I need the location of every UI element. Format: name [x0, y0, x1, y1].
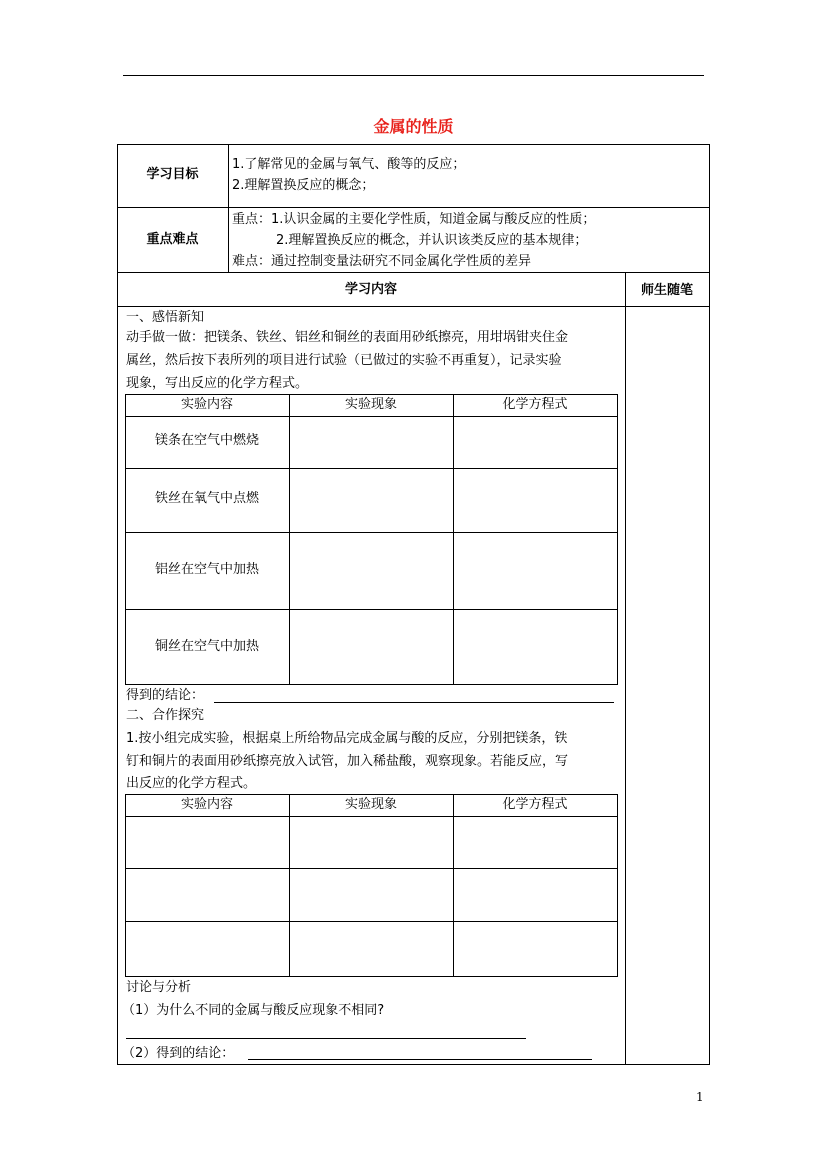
section2-para-line-2: 钉和铜片的表面用砂纸擦亮放入试管，加入稀盐酸，观察现象。若能反应，写: [126, 754, 569, 769]
section2-heading: 二、合作探究: [126, 708, 205, 723]
row-sep-2: [117, 272, 710, 273]
table1-row-label: 铝丝在空气中加热: [154, 562, 259, 577]
table1-line: [125, 684, 618, 685]
table1-line: [125, 416, 618, 417]
table2-line: [125, 816, 618, 817]
row-sep-3: [117, 306, 710, 307]
section1-para-line-2: 属丝，然后按下表所列的项目进行试验（已做过的实验不再重复），记录实验: [126, 353, 562, 368]
question2-answer-blank[interactable]: [248, 1059, 592, 1060]
table1-line: [453, 394, 454, 684]
frame-right: [709, 144, 710, 1064]
objectives-label: 学习目标: [146, 167, 199, 182]
table1-line: [125, 468, 618, 469]
table2-line: [125, 794, 618, 795]
table2-line: [125, 921, 618, 922]
objective-item-2: 2.理解置换反应的概念；: [232, 178, 375, 193]
table2-line: [289, 794, 290, 976]
section1-heading: 一、感悟新知: [126, 310, 205, 325]
content-header: 学习内容: [344, 282, 397, 297]
objective-item-1: 1.了解常见的金属与氧气、酸等的反应；: [232, 157, 466, 172]
discussion-question-1: （1）为什么不同的金属与酸反应现象不相同?: [122, 1003, 385, 1018]
table1-header-equation: 化学方程式: [502, 397, 568, 412]
discussion-heading: 讨论与分析: [126, 980, 192, 995]
table1-row-label: 铁丝在氧气中点燃: [154, 491, 259, 506]
table1-header-content: 实验内容: [180, 397, 233, 412]
frame-bottom: [117, 1064, 710, 1065]
notes-col-divider: [625, 272, 626, 1064]
label-col-divider: [228, 144, 229, 272]
table1-line: [125, 609, 618, 610]
table2-header-content: 实验内容: [180, 797, 233, 812]
section2-para-line-1: 1.按小组完成实验，根据桌上所给物品完成金属与酸的反应，分别把镁条，铁: [126, 731, 568, 746]
table2-line: [125, 868, 618, 869]
table1-row-label: 镁条在空气中燃烧: [154, 433, 259, 448]
keypoint-line-1: 重点：1.认识金属的主要化学性质，知道金属与酸反应的性质；: [232, 212, 596, 227]
table2-line: [125, 794, 126, 976]
section1-conclusion-blank[interactable]: [214, 702, 614, 703]
table2-line: [453, 794, 454, 976]
page-number: 1: [696, 1090, 704, 1104]
keypoints-label: 重点难点: [146, 232, 199, 247]
keypoint-line-2: 2.理解置换反应的概念，并认识该类反应的基本规律；: [276, 233, 588, 248]
section1-para-line-3: 现象，写出反应的化学方程式。: [126, 376, 309, 391]
header-rule: [123, 75, 704, 76]
table2-header-equation: 化学方程式: [502, 797, 568, 812]
document-title: 金属的性质: [373, 117, 454, 136]
section1-para-line-1: 动手做一做：把镁条、铁丝、铝丝和铜丝的表面用砂纸擦亮，用坩埚钳夹住金: [126, 330, 569, 345]
notes-header: 师生随笔: [640, 283, 693, 298]
table1-line: [289, 394, 290, 684]
keypoint-line-3: 难点：通过控制变量法研究不同金属化学性质的差异: [232, 254, 532, 269]
table1-line: [617, 394, 618, 684]
table2-line: [125, 976, 618, 977]
question1-answer-blank[interactable]: [126, 1038, 526, 1039]
discussion-question-2: （2）得到的结论：: [122, 1046, 235, 1061]
row-sep-1: [117, 207, 710, 208]
table1-line: [125, 532, 618, 533]
table2-line: [617, 794, 618, 976]
table1-line: [125, 394, 618, 395]
section2-para-line-3: 出反应的化学方程式。: [126, 776, 257, 791]
table2-header-phenomenon: 实验现象: [344, 797, 397, 812]
table1-header-phenomenon: 实验现象: [344, 397, 397, 412]
frame-top: [117, 144, 710, 145]
section1-conclusion-label: 得到的结论：: [126, 688, 205, 703]
table1-row-label: 铜丝在空气中加热: [154, 639, 259, 654]
